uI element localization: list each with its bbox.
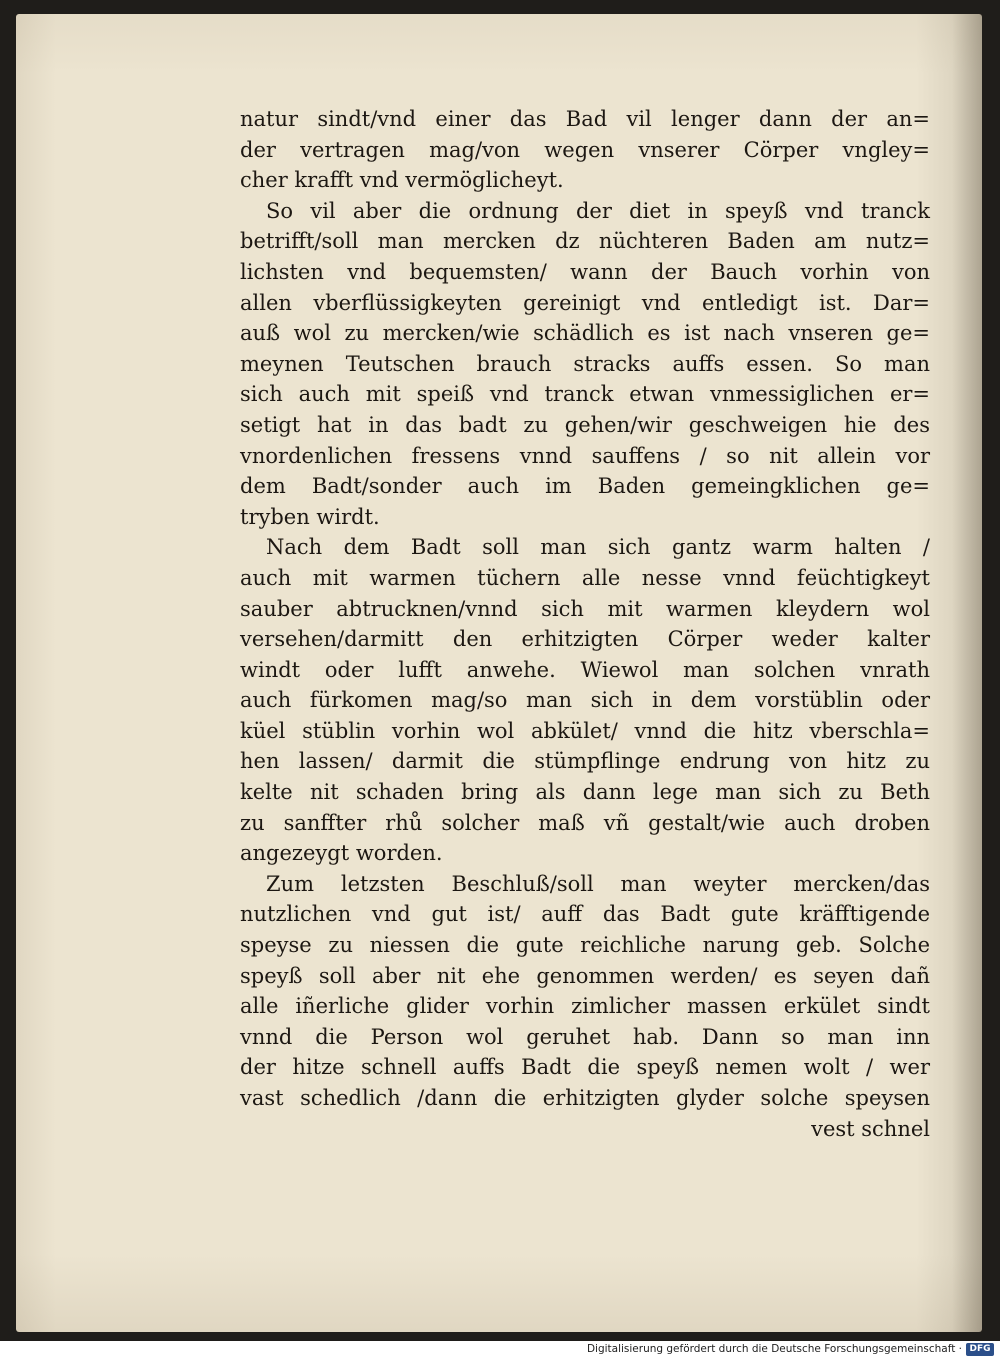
text-line: zu sanffter rhů solcher maß vñ gestalt/wie auch droben <box>240 810 930 835</box>
text-line: meynen Teutschen brauch stracks auffs essen. So man <box>240 351 930 376</box>
text-line: sich auch mit speiß vnd tranck etwan vnmessiglichen er= <box>240 382 930 407</box>
text-line: vest schnel <box>811 1116 930 1141</box>
footer-bar <box>0 1341 1000 1359</box>
text-line: vast schedlich /dann die erhitzigten glyder solche speysen <box>240 1086 930 1110</box>
text-line: sauber abtrucknen/vnnd sich mit warmen kleydern wol <box>240 596 930 621</box>
text-line: angezeygt worden. <box>240 841 443 866</box>
page-shadow-edge <box>952 14 982 1332</box>
page-text-block <box>240 104 930 1144</box>
text-line: hen lassen/ darmit die stümpflinge endrung von hitz zu <box>240 749 930 774</box>
text-line: auch fürkomen mag/so man sich in dem vorstüblin oder <box>240 688 930 713</box>
text-line: der vertragen mag/von wegen vnserer Cörper vngley= <box>240 137 930 162</box>
text-line: speyse zu niessen die gute reichliche narung geb. Solche <box>240 933 930 958</box>
text-line: alle iñerliche glider vorhin zimlicher massen erkület sindt <box>240 994 930 1019</box>
text-line: tryben wirdt. <box>240 504 380 529</box>
text-line: auß wol zu mercken/wie schädlich es ist nach vnseren ge= <box>240 321 930 346</box>
text-line: nutzlichen vnd gut ist/ auff das Badt gute kräfftigende <box>240 902 930 927</box>
text-line: speyß soll aber nit ehe genommen werden/ es seyen dañ <box>240 963 930 988</box>
text-line: küel stüblin vorhin wol abkület/ vnnd die hitz vberschla= <box>240 718 930 743</box>
text-line: vnnd die Person wol geruhet hab. Dann so man inn <box>240 1024 930 1049</box>
text-line: cher krafft vnd vermöglicheyt. <box>240 168 564 193</box>
text-line: versehen/darmitt den erhitzigten Cörper weder kalter <box>240 627 930 652</box>
text-line: allen vberflüssigkeyten gereinigt vnd entledigt ist. Dar= <box>240 290 930 315</box>
text-line: windt oder lufft anwehe. Wiewol man solchen vnrath <box>240 657 930 682</box>
text-line: Zum letzsten Beschluß/soll man weyter mercken/das <box>266 871 930 896</box>
text-line: auch mit warmen tüchern alle nesse vnnd feüchtigkeyt <box>240 565 930 590</box>
text-line: lichsten vnd bequemsten/ wann der Bauch vorhin von <box>240 259 930 284</box>
text-line: setigt hat in das badt zu gehen/wir geschweigen hie des <box>240 412 930 437</box>
text-line: betrifft/soll man mercken dz nüchteren Baden am nutz= <box>240 229 930 254</box>
footer-credit-text: Digitalisierung gefördert durch die Deutsche Forschungsgemeinschaft · <box>586 1343 962 1355</box>
text-line: vnordenlichen fressens vnnd sauffens / so nit allein vor <box>240 443 930 468</box>
text-line: dem Badt/sonder auch im Baden gemeingklichen ge= <box>240 474 930 499</box>
text-line: natur sindt/vnd einer das Bad vil lenger dann der an= <box>240 107 930 131</box>
text-line: kelte nit schaden bring als dann lege man sich zu Beth <box>240 780 930 805</box>
text-line: Nach dem Badt soll man sich gantz warm halten / <box>266 535 930 560</box>
text-line: So vil aber die ordnung der diet in speyß vnd tranck <box>266 198 930 223</box>
text-line: der hitze schnell auffs Badt die speyß nemen wolt / wer <box>240 1055 930 1080</box>
dfg-logo-icon: DFG <box>966 1343 994 1356</box>
